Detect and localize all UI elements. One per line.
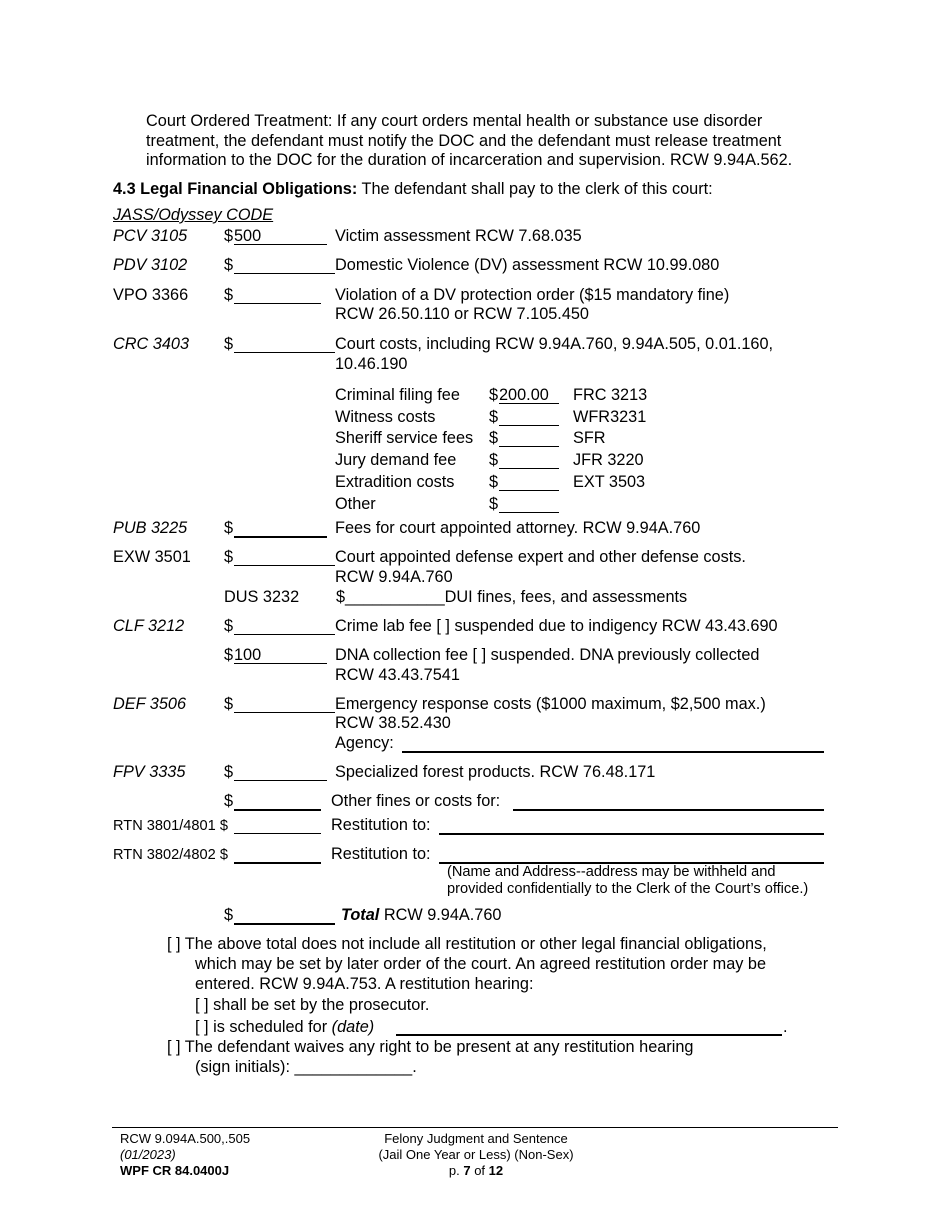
vpo-desc-2: RCW 26.50.110 or RCW 7.105.450 (335, 305, 589, 323)
rtn2-code: RTN 3802/4802 $ (113, 847, 228, 863)
total-rcw: RCW 9.94A.760 (379, 906, 502, 924)
clf-desc: Crime lab fee [ ] suspended due to indigency RCW 43.43.690 (335, 617, 778, 635)
cost-code: WFR3231 (573, 408, 647, 426)
dna-amount-field[interactable] (234, 645, 327, 664)
total-label: Total (341, 906, 380, 924)
cost-code: JFR 3220 (573, 451, 644, 469)
pcv-desc: Victim assessment RCW 7.68.035 (335, 227, 582, 245)
cost-amount-field[interactable] (499, 494, 559, 513)
pdv-dollar: $ (224, 256, 234, 274)
footer-form-id: WPF CR 84.0400J (120, 1163, 230, 1178)
crc-desc-2: 10.46.190 (335, 355, 408, 373)
code-header: JASS/Odyssey CODE (113, 206, 274, 224)
fpv-code: FPV 3335 (113, 763, 186, 781)
pcv-amount-field[interactable] (234, 226, 327, 245)
restitution-checkbox-line-1[interactable]: [ ] The above total does not include all restitution or other legal financial obligations, (167, 935, 767, 953)
footer-rule (112, 1127, 838, 1128)
def-code: DEF 3506 (113, 695, 187, 713)
fpv-desc: Specialized forest products. RCW 76.48.171 (335, 763, 656, 781)
exw-desc-1: Court appointed defense expert and other defense costs. (335, 548, 746, 566)
cost-amount-field[interactable] (499, 450, 559, 469)
cost-code: EXT 3503 (573, 473, 646, 491)
waiver-checkbox-line-1[interactable]: [ ] The defendant waives any right to be present at any restitution hearing (167, 1038, 694, 1056)
section-text: The defendant shall pay to the clerk of this court: (357, 180, 713, 198)
clf-code: CLF 3212 (113, 617, 185, 635)
cost-label: Jury demand fee (335, 451, 457, 469)
pcv-code: PCV 3105 (113, 227, 188, 245)
rtn2-amount-field[interactable] (234, 844, 321, 864)
section-title: 4.3 Legal Financial Obligations: (113, 180, 358, 198)
total-dollar: $ (224, 906, 234, 924)
section-heading (113, 180, 713, 199)
rtn1-code: RTN 3801/4801 $ (113, 818, 228, 834)
dus-code: DUS 3232 (224, 588, 300, 606)
dna-desc-1: DNA collection fee [ ] suspended. DNA previously collected (335, 646, 760, 664)
pub-amount-field[interactable] (234, 518, 327, 538)
page-total: 12 (488, 1163, 504, 1178)
crc-desc-1: Court costs, including RCW 9.94A.760, 9.94A.505, 0.01.160, (335, 335, 774, 353)
footer-rcw: RCW 9.094A.500,.505 (120, 1131, 251, 1146)
cost-amount-field[interactable] (499, 385, 559, 404)
def-amount-field[interactable] (234, 694, 335, 713)
rtn1-recipient-field[interactable] (439, 815, 824, 835)
exw-amount-field[interactable] (234, 547, 335, 566)
cost-label: Extradition costs (335, 473, 455, 491)
scheduled-text: [ ] is scheduled for (195, 1018, 332, 1036)
dus-text: $___________DUI fines, fees, and assessments (336, 588, 688, 606)
cost-dollar: $ (489, 495, 499, 513)
other-amount-field[interactable] (234, 791, 321, 811)
footer-page-number (326, 1163, 626, 1179)
fpv-dollar: $ (224, 763, 234, 781)
cost-code: SFR (573, 429, 606, 447)
pub-dollar: $ (224, 519, 234, 537)
restitution-option-prosecutor[interactable]: [ ] shall be set by the prosecutor. (195, 996, 430, 1014)
pcv-dollar: $ (224, 227, 234, 245)
restitution-line-3: entered. RCW 9.94A.753. A restitution hearing: (195, 975, 534, 993)
cost-dollar: $ (489, 451, 499, 469)
pdv-desc: Domestic Violence (DV) assessment RCW 10.99.080 (335, 256, 720, 274)
page-prefix: p. (448, 1163, 464, 1178)
agency-field[interactable] (402, 733, 824, 753)
footer-title: Felony Judgment and Sentence (384, 1131, 568, 1146)
footer-date: (01/2023) (120, 1147, 176, 1162)
fpv-amount-field[interactable] (234, 762, 327, 781)
rtn2-recipient-field[interactable] (439, 844, 824, 864)
crc-dollar: $ (224, 335, 234, 353)
dna-dollar: $ (224, 646, 234, 664)
cost-label: Witness costs (335, 408, 436, 426)
footer-subtitle: (Jail One Year or Less) (Non-Sex) (378, 1147, 574, 1162)
treatment-line-1: Court Ordered Treatment: If any court orders mental health or substance use disorder (146, 112, 763, 130)
date-period: . (783, 1018, 788, 1036)
cost-dollar: $ (489, 408, 499, 426)
cost-amount-field[interactable] (499, 472, 559, 491)
dna-desc-2: RCW 43.43.7541 (335, 666, 460, 684)
exw-desc-2: RCW 9.94A.760 (335, 568, 453, 586)
page-current: 7 (463, 1163, 471, 1178)
def-desc-2: RCW 38.52.430 (335, 714, 451, 732)
total-amount-field[interactable] (234, 905, 335, 925)
exw-code: EXW 3501 (113, 548, 191, 566)
waiver-line-2: (sign initials): _____________. (195, 1058, 417, 1076)
pub-desc: Fees for court appointed attorney. RCW 9.94A.760 (335, 519, 701, 537)
scheduled-date-label: (date) (331, 1018, 375, 1036)
clf-amount-field[interactable] (234, 616, 335, 635)
pdv-code: PDV 3102 (113, 256, 188, 274)
page-of: of (470, 1163, 489, 1178)
treatment-line-3: information to the DOC for the duration of incarceration and supervision. RCW 9.94A.562. (146, 151, 793, 169)
vpo-amount-field[interactable] (234, 285, 321, 304)
vpo-desc-1: Violation of a DV protection order ($15 mandatory fine) (335, 286, 730, 304)
cost-amount: 200.00 (499, 386, 549, 404)
exw-dollar: $ (224, 548, 234, 566)
pub-code: PUB 3225 (113, 519, 188, 537)
other-desc: Other fines or costs for: (331, 792, 501, 810)
pcv-amount: 500 (234, 227, 262, 245)
cost-label: Other (335, 495, 376, 513)
rtn2-desc: Restitution to: (331, 845, 431, 863)
cost-amount-field[interactable] (499, 407, 559, 426)
vpo-code: VPO 3366 (113, 286, 189, 304)
cost-dollar: $ (489, 429, 499, 447)
crc-code: CRC 3403 (113, 335, 190, 353)
cost-code: FRC 3213 (573, 386, 648, 404)
rtn1-amount-field[interactable] (234, 815, 321, 834)
other-dollar: $ (224, 792, 234, 810)
rtn1-desc: Restitution to: (331, 816, 431, 834)
cost-label: Criminal filing fee (335, 386, 460, 404)
restitution-option-scheduled[interactable] (195, 1018, 374, 1037)
rtn2-note-2: provided confidentially to the Clerk of the Court’s office.) (447, 881, 809, 897)
total-label-line (341, 906, 501, 925)
hearing-date-field[interactable] (396, 1016, 782, 1036)
agency-label: Agency: (335, 734, 394, 752)
other-for-field[interactable] (513, 791, 824, 811)
rtn2-note-1: (Name and Address--address may be withheld and (447, 864, 776, 880)
cost-amount-field[interactable] (499, 428, 559, 447)
pdv-amount-field[interactable] (234, 255, 335, 274)
restitution-line-2: which may be set by later order of the court. An agreed restitution order may be (195, 955, 767, 973)
vpo-dollar: $ (224, 286, 234, 304)
treatment-line-2: treatment, the defendant must notify the DOC and the defendant must release treatment (146, 132, 782, 150)
clf-dollar: $ (224, 617, 234, 635)
crc-amount-field[interactable] (234, 334, 335, 353)
def-desc-1: Emergency response costs ($1000 maximum, $2,500 max.) (335, 695, 766, 713)
cost-dollar: $ (489, 386, 499, 404)
dna-amount: 100 (234, 646, 262, 664)
def-dollar: $ (224, 695, 234, 713)
cost-label: Sheriff service fees (335, 429, 474, 447)
cost-dollar: $ (489, 473, 499, 491)
